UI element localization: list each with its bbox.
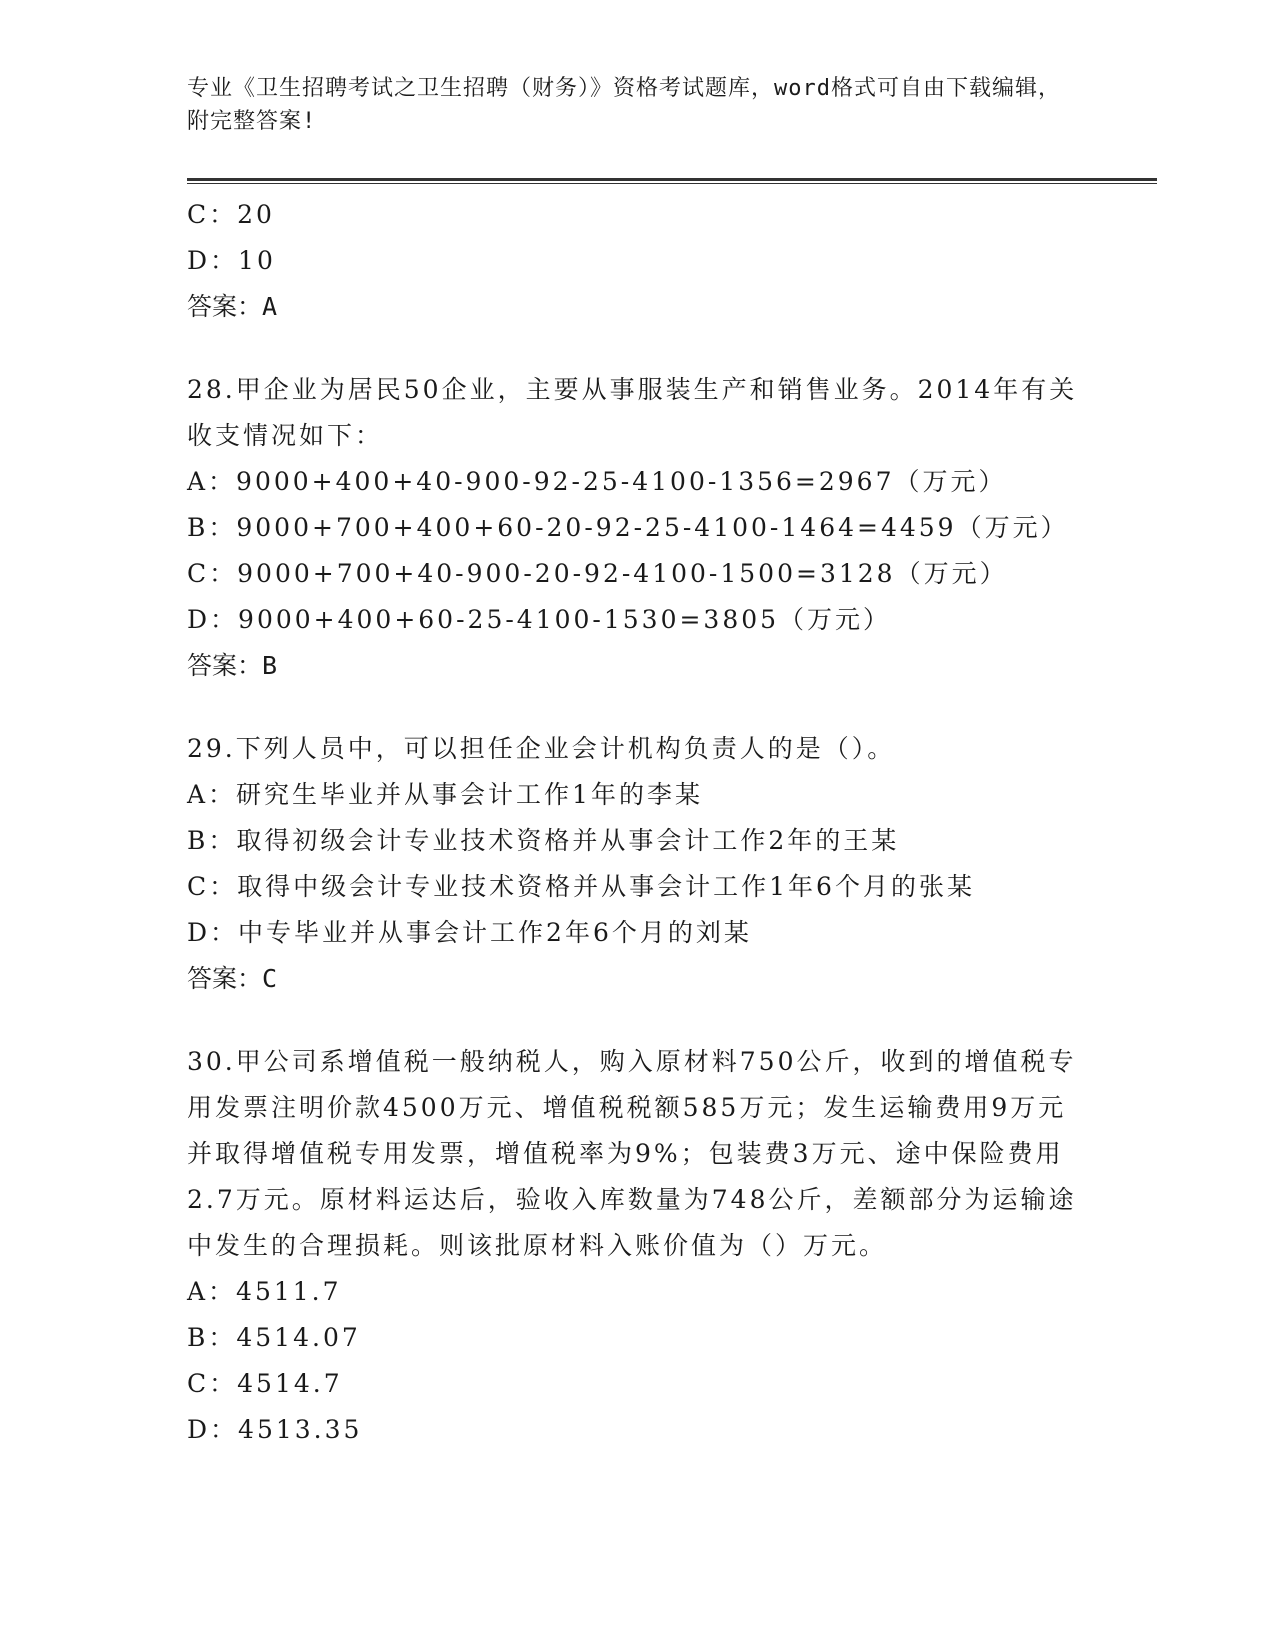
question-stem: 30.甲公司系增值税一般纳税人，购入原材料750公斤，收到的增值税专用发票注明价款4500万元、增值税税额585万元；发生运输费用9万元并取得增值税专用发票，增值税率为9%；包装费3万元、途中保险费用2.7万元。原材料运达后，验收入库数量为748公斤，差额部分为运输途中发生的合理损耗。则该批原材料入账价值为（）万元。 xyxy=(187,1047,1077,1260)
header-divider xyxy=(187,178,1157,184)
option-c: C：4514.7 xyxy=(187,1369,343,1398)
option-c: C：20 xyxy=(187,200,275,229)
prev-question-tail xyxy=(187,192,1157,330)
option-b: B：取得初级会计专业技术资格并从事会计工作2年的王某 xyxy=(187,826,900,855)
option-a: A：4511.7 xyxy=(187,1277,342,1306)
answer-line: 答案：C xyxy=(187,964,278,993)
answer-line: 答案：B xyxy=(187,651,278,680)
option-b: B：4514.07 xyxy=(187,1323,361,1352)
option-a: A：9000+400+40-900-92-25-4100-1356=2967（万元） xyxy=(187,467,1007,496)
option-d: D：中专毕业并从事会计工作2年6个月的刘某 xyxy=(187,918,752,947)
question-stem: 28.甲企业为居民50企业，主要从事服装生产和销售业务。2014年有关收支情况如下： xyxy=(187,375,1078,450)
question-30 xyxy=(187,1039,1157,1453)
answer-line: 答案：A xyxy=(187,292,278,321)
question-stem: 29.下列人员中，可以担任企业会计机构负责人的是（）。 xyxy=(187,734,896,763)
option-c: C：取得中级会计专业技术资格并从事会计工作1年6个月的张某 xyxy=(187,872,975,901)
option-d: D：10 xyxy=(187,246,276,275)
option-b: B：9000+700+400+60-20-92-25-4100-1464=4459（万元） xyxy=(187,513,1069,542)
option-c: C：9000+700+40-900-20-92-4100-1500=3128（万元） xyxy=(187,559,1008,588)
question-29 xyxy=(187,726,1157,1002)
document-header: 专业《卫生招聘考试之卫生招聘（财务）》资格考试题库，word格式可自由下载编辑，附完整答案! xyxy=(187,76,1061,134)
option-d: D：4513.35 xyxy=(187,1415,363,1444)
option-a: A：研究生毕业并从事会计工作1年的李某 xyxy=(187,780,703,809)
document-page xyxy=(187,72,1157,1453)
option-d: D：9000+400+60-25-4100-1530=3805（万元） xyxy=(187,605,892,634)
question-28 xyxy=(187,367,1157,689)
